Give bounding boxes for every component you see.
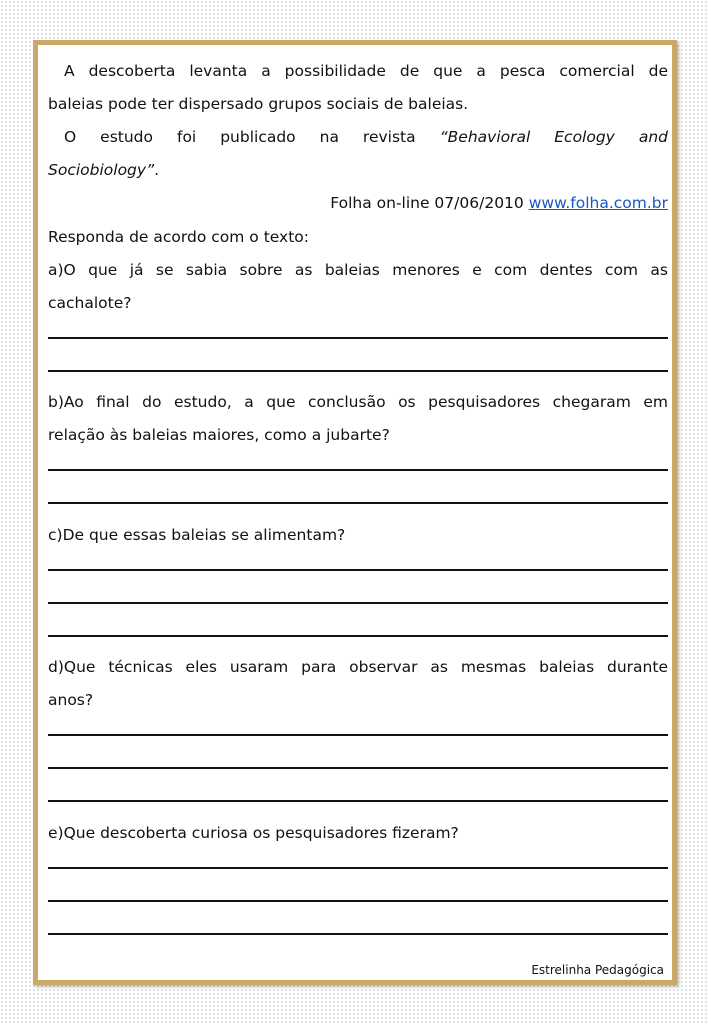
answer-line[interactable] <box>48 767 668 769</box>
question-d-line-1: d)Que técnicas eles usaram para observar as mesmas baleias durante <box>48 658 668 676</box>
paragraph-2-text: O estudo foi publicado na revista <box>64 128 416 146</box>
answer-line[interactable] <box>48 635 668 637</box>
paragraph-2-line-2 <box>48 160 668 180</box>
answer-line[interactable] <box>48 734 668 736</box>
answer-line[interactable] <box>48 800 668 802</box>
answer-line[interactable] <box>48 502 668 504</box>
period: . <box>154 161 160 179</box>
source-link[interactable]: www.folha.com.br <box>528 194 668 212</box>
paragraph-1-line-2: baleias pode ter dispersado grupos sociais de baleias. <box>48 95 469 113</box>
answer-line[interactable] <box>48 602 668 604</box>
answer-line[interactable] <box>48 900 668 902</box>
journal-name-part-1: “Behavioral Ecology and <box>439 128 668 146</box>
worksheet-page <box>33 40 677 985</box>
answer-line[interactable] <box>48 337 668 339</box>
answer-line[interactable] <box>48 469 668 471</box>
paragraph-2-line-1 <box>48 127 668 147</box>
question-a-line-1: a)O que já se sabia sobre as baleias menores e com dentes com as <box>48 261 668 279</box>
answer-line[interactable] <box>48 569 668 571</box>
journal-name-part-2: Sociobiology” <box>48 161 155 179</box>
question-b-line-2: relação às baleias maiores, como a jubarte? <box>48 426 390 444</box>
paragraph-1-line-1: A descoberta levanta a possibilidade de que a pesca comercial de <box>64 62 668 80</box>
answer-line[interactable] <box>48 370 668 372</box>
instruction: Responda de acordo com o texto: <box>48 228 309 246</box>
source-text: Folha on-line 07/06/2010 <box>330 194 524 212</box>
answer-line[interactable] <box>48 867 668 869</box>
question-d-line-2: anos? <box>48 691 94 709</box>
question-e: e)Que descoberta curiosa os pesquisadores fizeram? <box>48 824 459 842</box>
answer-line[interactable] <box>48 933 668 935</box>
question-a-line-2: cachalote? <box>48 294 132 312</box>
question-b-line-1: b)Ao final do estudo, a que conclusão os pesquisadores chegaram em <box>48 393 668 411</box>
footer-credit: Estrelinha Pedagógica <box>531 963 664 977</box>
source-line <box>48 193 668 213</box>
question-c: c)De que essas baleias se alimentam? <box>48 526 346 544</box>
